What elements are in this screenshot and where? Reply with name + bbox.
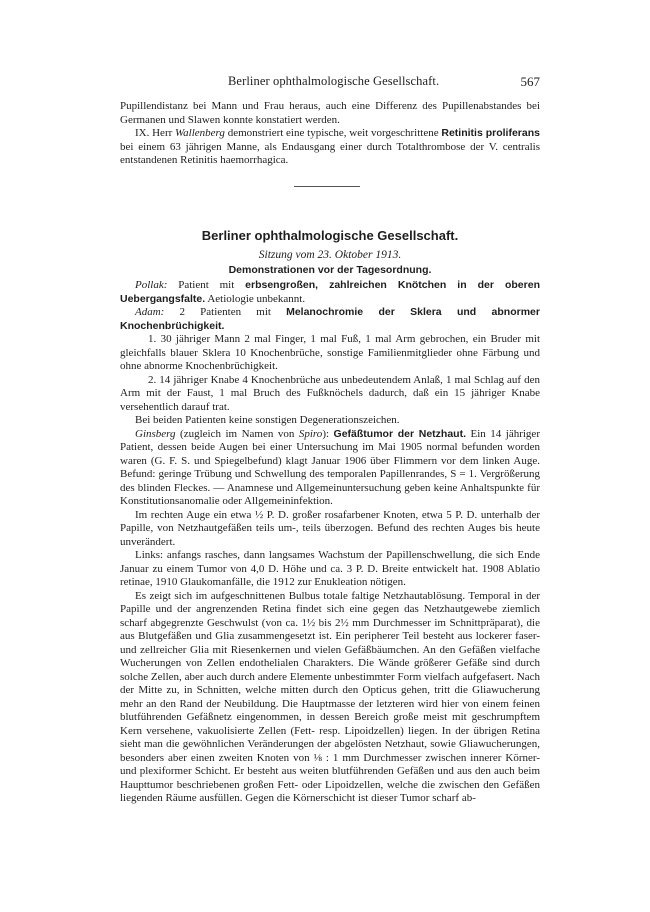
previous-section-text <box>120 100 540 168</box>
paragraph-case-1: 1. 30 jähriger Mann 2 mal Finger, 1 mal Fuß, 1 mal Arm gebrochen, ein Bruder mit gleichfalls blauer Sklera 10 Knochenbrüche, sonstige Familienmitglieder ohne Färbung und ohne abnorme Knochenbrüchigkeit. <box>120 333 540 372</box>
paragraph-case-note: Bei beiden Patienten keine sonstigen Degenerationszeichen. <box>135 414 400 426</box>
paragraph-case-2: 2. 14 jähriger Knabe 4 Knochenbrüche aus unbedeutendem Anlaß, 1 mal Schlag auf den Arm mit der Faust, 1 mal Bruch des Fußknöchels dadurch, daß ein 15 jähriger Knabe versehentlich darauf trat. <box>120 373 540 413</box>
paragraph-right-eye: Im rechten Auge ein etwa ½ P. D. großer rosafarbener Knoten, etwa 5 P. D. unterhalb der Papille, von Netzhautgefäßen teils um-, teils überzogen. Befund des rechten Auges bis heute unverändert. <box>120 508 540 548</box>
section-title: Berliner ophthalmologische Gesellschaft. <box>201 228 459 243</box>
page-number: 567 <box>520 74 540 89</box>
running-title: Berliner ophthalmologische Gesellschaft. <box>228 74 440 88</box>
author-spiro: Spiro <box>298 427 323 440</box>
author-ginsberg: Ginsberg <box>135 427 176 440</box>
section-subtitle: Demonstrationen vor der Tagesordnung. <box>228 264 432 276</box>
session-date: Sitzung vom 23. Oktober 1913. <box>258 249 402 261</box>
author-wallenberg: Wallenberg <box>175 127 225 139</box>
paragraph-pollak: Pollak: Patient mit erbsengroßen, zahlreichen Knötchen in der oberen Uebergangsfalte. Aetiologie unbekannt. <box>120 279 540 305</box>
section-divider <box>294 186 360 187</box>
paragraph-findings: Es zeigt sich im aufgeschnittenen Bulbus totale faltige Netzhautablösung. Temporal in der Papille und der angrenzenden Retina findet sich eine gegen das Netzhautgewebe ziemlich scharf abgegrenzte Geschwulst (von ca. 1½ bis 2½ mm Durchmesser im Schnittpräparat), die aus Blutgefäßen und Glia zusammengesetzt ist. Ein peripherer Teil besteht aus lockerer faser- und zellreicher Glia mit Riesenkernen und vielen Gefäßbäumchen. An den Gefäßen vielfache Wucherungen von Zellen endothelialen Charakters. Die Wände größerer Gefäße sind durch solche Zellen, aber auch durch andere Elemente unbestimmter Form vielfach aufgefasert. Nach der Mitte zu, in Schnitten, welche mitten durch den Opticus gehen, tritt die Gliawucherung mehr an den Rand der Neubildung. Die Hauptmasse der letzteren wird hier von einem feinen blutführenden Gefäßnetz eingenommen, in dessen Bereich große meist mit geschrumpftem Kern versehene, vakuolisierte Zellen (Fett- resp. Lipoidzellen) liegen. In der übrigen Retina sieht man die gewöhnlichen Veränderungen der abgelösten Netzhaut, sowie Gliawucherungen, besonders aber einen zweiten Knoten von ⅛ : 1 mm Durchmesser zwischen innerer Körner- und plexiformer Schicht. Er besteht aus weiten blutführenden Gefäßen und aus den auch beim Haupttumor beschriebenen großen Fett- oder Lipoidzellen, welche die zwischen den Gefäßen liegenden Räume ausfüllen. Gegen die Körnerschicht ist dieser Tumor scharf ab- <box>120 589 540 804</box>
term-retinitis-proliferans: Retinitis proliferans <box>441 127 540 139</box>
paragraph-pupil-distance: Pupillendistanz bei Mann und Frau heraus, auch eine Differenz des Pupillenabstandes bei Germanen und Slawen konnte konstatiert werden. <box>120 100 540 126</box>
author-adam: Adam: <box>135 306 165 318</box>
paragraph-wallenberg: IX. Herr Wallenberg demonstriert eine typische, weit vorgeschrittene Retinitis proliferans bei einem 63 jährigen Manne, als Endausgang einer durch Totalthrombose der V. centralis entstandenen Retinitis haemorrhagica. <box>120 127 540 166</box>
paragraph-left-eye: Links: anfangs rasches, dann langsames Wachstum der Papillenschwellung, die sich Ende Januar zu einem Tumor von 4,0 D. Höhe und ca. 3 P. D. Breite entwickelt hat. 1908 Ablatio retinae, 1910 Glaukomanfälle, die 1912 zur Enukleation nötigen. <box>120 549 540 588</box>
paragraph-adam: Adam: 2 Patienten mit Melanochromie der Sklera und abnormer Knochenbrüchigkeit. <box>120 306 540 332</box>
author-pollak: Pollak: <box>135 279 168 291</box>
main-body-text <box>120 279 540 806</box>
paragraph-ginsberg: Ginsberg (zugleich im Namen von Spiro): Gefäßtumor der Netzhaut. Ein 14 jähriger Patient, dessen beide Augen bei einer Untersuchung im Mai 1905 normal befunden worden waren (G. F. S. und Spiegelbefund) klagt Januar 1906 über Flimmern vor dem linken Auge. Befund: geringe Trübung und Schwellung des temporalen Papillenrandes, S = 1. Vergrößerung des blinden Fleckes. — Anamnese und Allgemeinuntersuchung geben keine Anhaltspunkte für Konstitutionsanomalie oder Allgemeininfektion. <box>120 427 540 507</box>
